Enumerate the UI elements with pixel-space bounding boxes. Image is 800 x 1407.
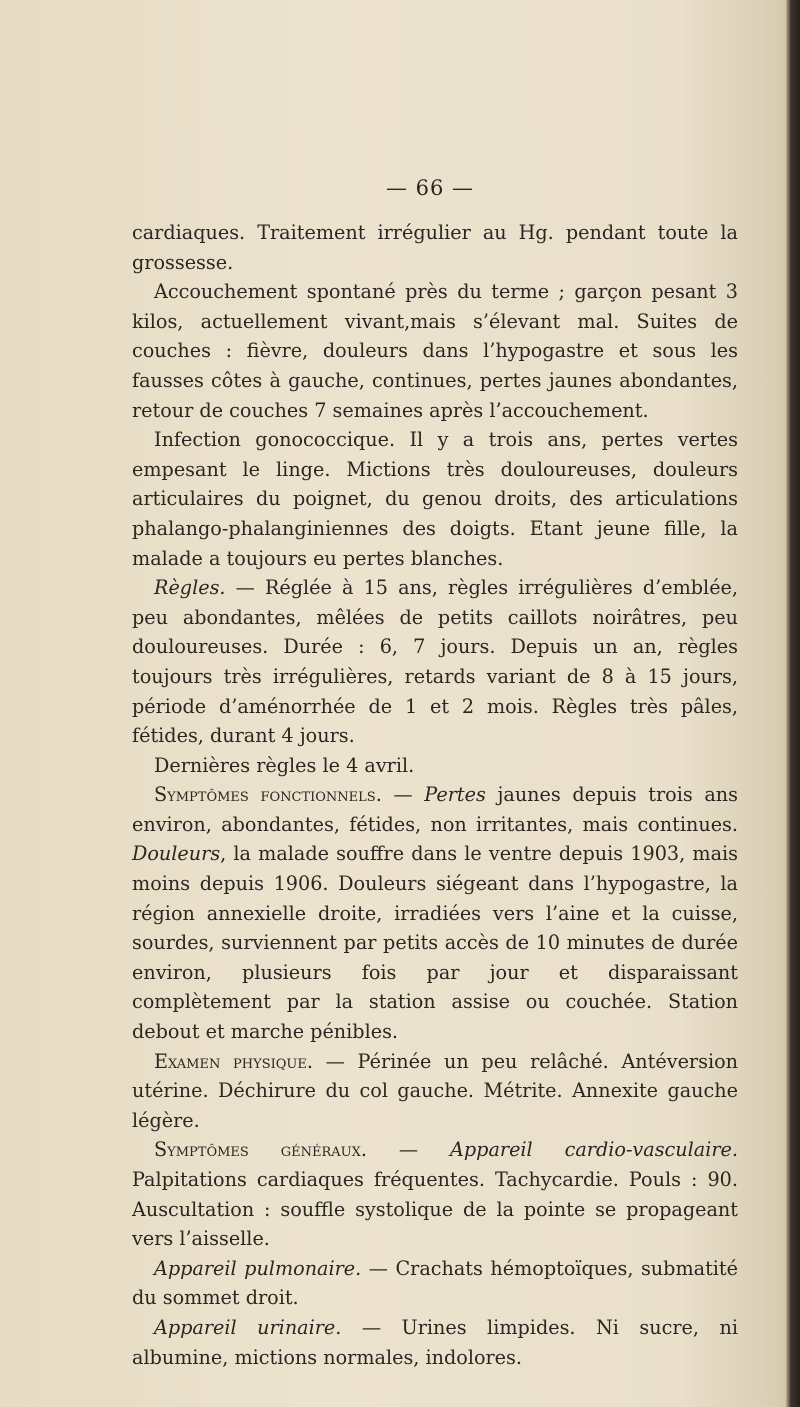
page-number: — 66 — bbox=[385, 176, 475, 200]
text-run: — Réglée à 15 ans, règles irrégulières d’emblée, peu abondantes, mêlées de petits caillots noirâtres, peu douloureuses. Durée : 6, 7 jours. Depuis un an, règles toujours très irrégulières, retards variant de 8 à 15 jours, période d’aménorrhée de 1 et 2 mois. Règles très pâles, fétides, durant 4 jours. bbox=[132, 576, 738, 748]
text-run: jaunes depuis trois ans environ, abondantes, fétides, non irritantes, mais continues. bbox=[132, 783, 739, 836]
text-run: Palpitations cardiaques fréquentes. Tachycardie. Pouls : 90. Auscultation : souffle systolique de la pointe se propageant vers l’aisselle. bbox=[132, 1168, 738, 1251]
paragraph bbox=[132, 1254, 738, 1313]
text-run: Dernières règles le 4 avril. bbox=[154, 753, 415, 777]
paragraph bbox=[132, 1313, 738, 1372]
section-heading: Examen physique. bbox=[154, 1049, 313, 1073]
paragraph bbox=[132, 1047, 738, 1136]
text-run: — Crachats hémoptoïques, submatité du sommet droit. bbox=[132, 1256, 738, 1310]
text-run: Accouchement spontané près du terme ; garçon pesant 3 kilos, actuellement vivant,mais s’élevant mal. Suites de couches : fièvre, douleurs dans l’hypogastre et sous les fausses côtes à gauche, continues, pertes jaunes abondantes, retour de couches 7 semaines après l’accouchement. bbox=[132, 280, 738, 422]
text-run: — bbox=[366, 1138, 451, 1162]
italic-term: Appareil pulmonaire. bbox=[154, 1256, 362, 1280]
text-run: Infection gonococcique. Il y a trois ans, pertes vertes empesant le linge. Mictions très douloureuses, douleurs articulaires du poignet, du genou droits, des articulations phalango-phalanginiennes des doigts. Etant jeune fille, la malade a toujours eu pertes blanches. bbox=[132, 428, 738, 570]
paragraph bbox=[132, 425, 738, 573]
book-spine-edge bbox=[786, 0, 800, 1407]
text-run: — Urines limpides. Ni sucre, ni albumine, mictions normales, indolores. bbox=[132, 1315, 738, 1369]
italic-term: Pertes bbox=[424, 783, 486, 807]
paragraph bbox=[132, 277, 738, 425]
italic-term: Règles. bbox=[154, 576, 226, 600]
paragraph bbox=[132, 573, 738, 751]
paragraph bbox=[132, 780, 738, 1046]
page-body-text bbox=[132, 218, 738, 1372]
paragraph bbox=[132, 751, 738, 781]
text-run: — bbox=[381, 783, 425, 807]
paragraph bbox=[132, 1135, 738, 1253]
section-heading: Symptômes généraux. bbox=[154, 1138, 367, 1162]
italic-term: Douleurs bbox=[132, 842, 221, 866]
section-heading: Symptômes fonctionnels. bbox=[154, 783, 382, 807]
text-run: , la malade souffre dans le ventre depuis 1903, mais moins depuis 1906. Douleurs siégeant dans l’hypogastre, la région annexielle droite, irradiées vers l’aine et la cuisse, sourdes, surviennent par petits accès de 10 minutes de durée environ, plusieurs fois par jour et disparaissant complètement par la station assise ou couchée. Station debout et marche pénibles. bbox=[132, 842, 738, 1044]
text-run: cardiaques. Traitement irrégulier au Hg. pendant toute la grossesse. bbox=[132, 221, 738, 274]
italic-term: Appareil urinaire. bbox=[154, 1315, 342, 1339]
italic-term: Appareil cardio-vasculaire. bbox=[450, 1138, 738, 1162]
text-run: — Périnée un peu relâché. Antéversion utérine. Déchirure du col gauche. Métrite. Annexite gauche légère. bbox=[132, 1049, 738, 1132]
paragraph bbox=[132, 218, 738, 277]
